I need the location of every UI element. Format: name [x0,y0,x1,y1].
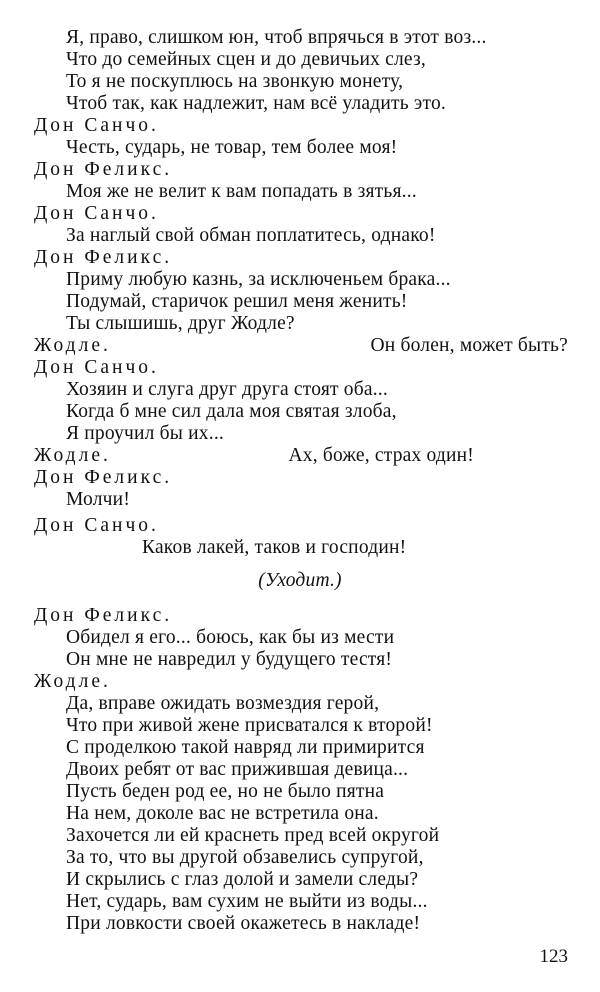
speaker-name: Жодле. [34,671,111,692]
verse-line: Что при живой жене присватался к второй! [66,715,433,736]
verse-line: Я проучил бы их... [66,423,224,444]
speaker-name: Жодле. [34,335,111,356]
verse-line: Подумай, старичок решил меня женить! [66,291,408,312]
split-line [34,445,568,467]
verse-line: Нет, сударь, вам сухим не выйти из воды... [66,891,428,912]
speaker-name: Жодле. [34,445,111,466]
verse-line: На нем, доколе вас не встретила она. [66,803,379,824]
verse-line: Он болен, может быть? [370,335,568,356]
verse-line: Молчи! [66,489,131,510]
verse-line: Ах, боже, страх один! [288,445,474,466]
speaker-name: Дон Санчо. [34,515,159,536]
verse-line: За то, что вы другой обзавелись супругой, [66,847,424,868]
verse-line: С проделкою такой навряд ли примирится [66,737,425,758]
verse-line: Каков лакей, таков и господин! [142,537,407,558]
verse-line: Чтоб так, как надлежит, нам всё уладить это. [66,93,446,114]
verse-line: То я не поскуплюсь на звонкую монету, [66,71,404,92]
verse-line: При ловкости своей окажетесь в накладе! [66,913,421,934]
verse-line: Он мне не навредил у будущего тестя! [66,649,393,670]
verse-line: За наглый свой обман поплатитесь, однако! [66,225,436,246]
speaker-name: Дон Санчо. [34,203,159,224]
speaker-name: Дон Феликс. [34,605,173,626]
verse-line: Моя же не велит к вам попадать в зятья... [66,181,417,202]
speaker-name: Дон Санчо. [34,357,159,378]
verse-line: Двоих ребят от вас прижившая девица... [66,759,409,780]
verse-line: Хозяин и слуга друг друга стоят оба... [66,379,388,400]
speaker-name: Дон Феликс. [34,247,173,268]
verse-line: Честь, сударь, не товар, тем более моя! [66,137,398,158]
speaker-name: Дон Феликс. [34,467,173,488]
split-line [34,335,568,357]
verse-line: Пусть беден род ее, но не было пятна [66,781,385,802]
verse-line: Приму любую казнь, за исключеньем брака... [66,269,451,290]
verse-line: Обидел я его... боюсь, как бы из мести [66,627,395,648]
speaker-name: Дон Феликс. [34,159,173,180]
speaker-name: Дон Санчо. [34,115,159,136]
verse-line: Что до семейных сцен и до девичьих слез, [66,49,426,70]
page-number: 123 [539,946,568,967]
verse-line: Я, право, слишком юн, чтоб впрячься в этот воз... [66,27,487,48]
verse-line: Да, вправе ожидать возмездия герой, [66,693,380,714]
stage-direction: (Уходит.) [258,570,342,591]
verse-line: Захочется ли ей краснеть пред всей округой [66,825,440,846]
verse-line: Ты слышишь, друг Жодле? [66,313,295,334]
verse-line: И скрылись с глаз долой и замели следы? [66,869,419,890]
verse-line: Когда б мне сил дала моя святая злоба, [66,401,397,422]
